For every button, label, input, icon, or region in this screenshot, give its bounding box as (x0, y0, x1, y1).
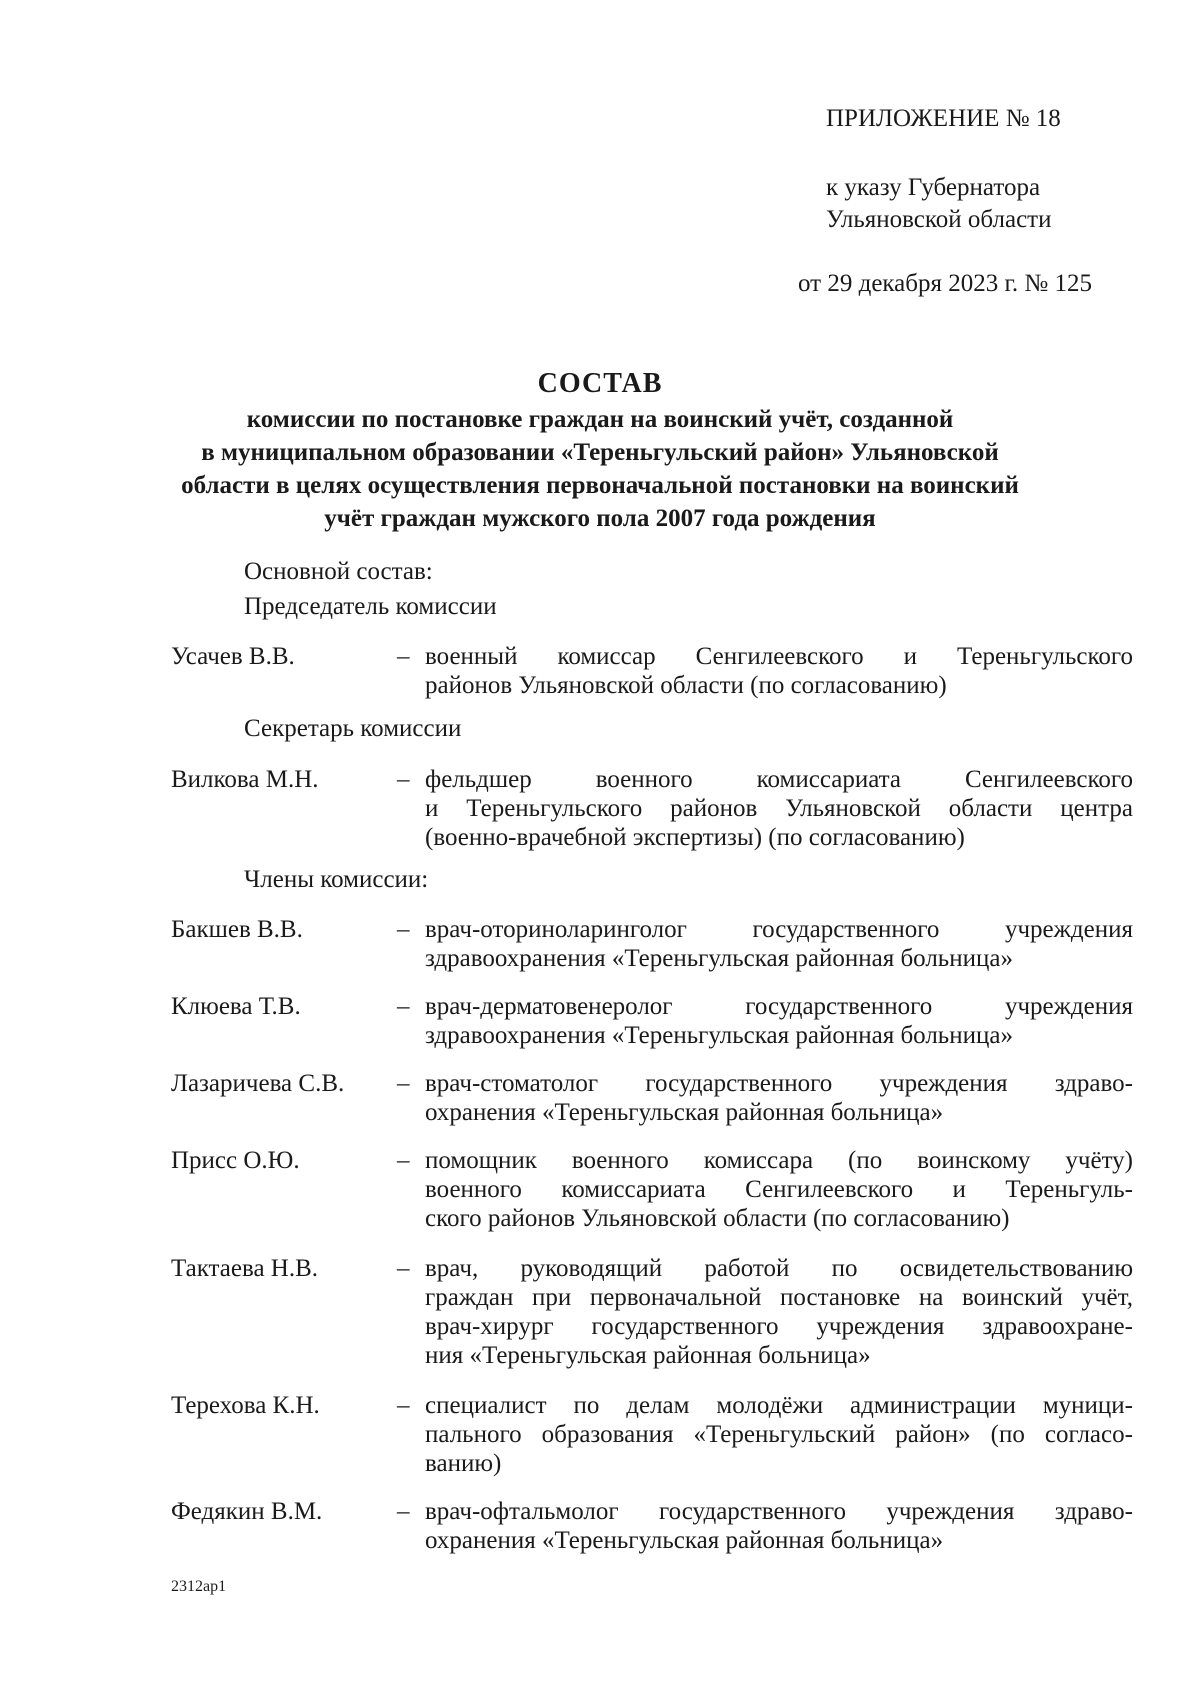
role-word: учреждения (879, 1070, 1008, 1097)
role-line (425, 1069, 1133, 1098)
role-line (425, 1420, 1133, 1449)
role-word: врач-хирург (425, 1313, 554, 1340)
member-role (425, 642, 1133, 700)
role-word: район» (895, 1421, 971, 1448)
role-line: здравоохранения «Тереньгульская районная больница» (425, 945, 1013, 972)
member-name: Присс О.Ю. (171, 1147, 300, 1174)
member-role (425, 915, 1133, 973)
member-role (425, 1069, 1133, 1127)
role-word: руководящий (520, 1255, 663, 1282)
role-word: врач-стоматолог (425, 1070, 599, 1097)
role-word: Тереньгульского (957, 643, 1133, 670)
role-word: врач-офтальмолог (425, 1498, 619, 1525)
document-code: 2312ap1 (171, 1578, 227, 1595)
role-word: учреждения (816, 1313, 945, 1340)
section-main-composition: Основной состав: (244, 558, 433, 585)
role-word: постановке (780, 1284, 901, 1311)
role-word: государственного (659, 1498, 846, 1525)
role-word: комиссариата (756, 766, 901, 793)
role-word: специалист (425, 1392, 547, 1419)
role-word: и (425, 795, 439, 822)
role-line (425, 992, 1133, 1021)
role-line: районов Ульяновской области (по согласованию) (425, 672, 947, 699)
role-word: по (831, 1255, 858, 1282)
member-dash: – (397, 916, 410, 943)
role-line (425, 765, 1133, 794)
role-word: фельдшер (425, 766, 532, 793)
title-line: комиссии по постановке граждан на воинский учёт, созданной (246, 406, 954, 433)
role-line (425, 794, 1133, 823)
member-dash: – (397, 1498, 410, 1525)
role-word: согласо- (1044, 1421, 1133, 1448)
role-word: и (952, 1176, 966, 1203)
role-word: (по (990, 1421, 1025, 1448)
member-dash: – (397, 1070, 410, 1097)
role-word: Тереньгуль- (1005, 1176, 1133, 1203)
role-line (425, 1175, 1133, 1204)
role-word: военного (425, 1176, 522, 1203)
title-line: в муниципальном образовании «Тереньгульский район» Ульяновской (201, 439, 999, 466)
role-line (425, 1146, 1133, 1175)
role-word: молодёжи (716, 1392, 824, 1419)
member-dash: – (397, 1147, 410, 1174)
member-name: Бакшев В.В. (171, 916, 303, 943)
role-word: области (948, 795, 1033, 822)
role-word: комиссар (557, 643, 656, 670)
member-role (425, 1497, 1133, 1555)
role-word: учреждения (1004, 993, 1133, 1020)
member-role (425, 1391, 1133, 1478)
role-word: граждан (425, 1284, 514, 1311)
role-word: воинский (961, 1284, 1063, 1311)
role-line (425, 642, 1133, 671)
title-line: учёт граждан мужского пола 2007 года рождения (324, 505, 876, 532)
section-secretary: Секретарь комиссии (244, 715, 462, 742)
appendix-number: ПРИЛОЖЕНИЕ № 18 (826, 105, 1061, 132)
member-dash: – (397, 643, 410, 670)
member-name: Вилкова М.Н. (171, 766, 319, 793)
role-word: работой (704, 1255, 790, 1282)
role-word: военный (425, 643, 518, 670)
role-word: образования (541, 1421, 674, 1448)
role-word: освидетельствованию (899, 1255, 1133, 1282)
role-word: Ульяновской (785, 795, 921, 822)
member-dash: – (397, 766, 410, 793)
role-word: учреждения (886, 1498, 1015, 1525)
role-word: (по (848, 1147, 883, 1174)
role-word: здравоохране- (982, 1313, 1133, 1340)
role-word: учреждения (1004, 916, 1133, 943)
role-word: здраво- (1054, 1070, 1133, 1097)
title-line: области в целях осуществления первоначальной постановки на воинский (181, 472, 1019, 499)
member-name: Федякин В.М. (171, 1498, 323, 1525)
member-role (425, 1254, 1133, 1370)
role-word: государственного (591, 1313, 779, 1340)
role-line (425, 915, 1133, 944)
role-line (425, 1312, 1133, 1341)
role-word: учёт, (1081, 1284, 1133, 1311)
role-word: Тереньгульского (466, 795, 643, 822)
role-word: пального (425, 1421, 522, 1448)
role-word: здраво- (1054, 1498, 1133, 1525)
member-name: Клюева Т.В. (171, 993, 301, 1020)
member-dash: – (397, 1255, 410, 1282)
member-role (425, 992, 1133, 1050)
role-line: охранения «Тереньгульская районная больница» (425, 1527, 944, 1554)
role-word: помощник (425, 1147, 537, 1174)
role-line: ния «Тереньгульская районная больница» (425, 1342, 871, 1369)
role-line: охранения «Тереньгульская районная больница» (425, 1099, 944, 1126)
title-main: СОСТАВ (537, 368, 663, 399)
role-line: (военно-врачебной экспертизы) (по согласованию) (425, 824, 965, 851)
section-members: Члены комиссии: (244, 866, 429, 893)
role-word: государственного (645, 1070, 833, 1097)
role-word: комиссариата (561, 1176, 706, 1203)
role-word: военного (571, 1147, 669, 1174)
role-word: комиссара (703, 1147, 814, 1174)
role-word: государственного (752, 916, 940, 943)
role-word: по (573, 1392, 600, 1419)
member-name: Лазаричева С.В. (171, 1070, 345, 1097)
member-dash: – (397, 1392, 410, 1419)
member-dash: – (397, 993, 410, 1020)
decree-reference (826, 172, 1051, 236)
section-chairman: Председатель комиссии (244, 593, 497, 620)
role-word: и (903, 643, 918, 670)
role-word: делам (626, 1392, 690, 1419)
role-line: ванию) (425, 1450, 502, 1477)
role-word: на (918, 1284, 944, 1311)
role-line (425, 1283, 1133, 1312)
decree-line-2: Ульяновской области (826, 206, 1052, 233)
role-word: администрации (850, 1392, 1016, 1419)
decree-date: от 29 декабря 2023 г. № 125 (798, 270, 1093, 297)
member-name: Усачев В.В. (171, 643, 295, 670)
role-word: Сенгилеевского (745, 1176, 914, 1203)
role-word: районов (670, 795, 758, 822)
decree-line-1: к указу Губернатора (826, 174, 1041, 201)
role-word: врач-дерматовенеролог (425, 993, 673, 1020)
role-word: врач, (425, 1255, 479, 1282)
role-word: врач-оториноларинголог (425, 916, 687, 943)
role-word: центра (1060, 795, 1133, 822)
role-line (425, 1391, 1133, 1420)
role-line: ского районов Ульяновской области (по согласованию) (425, 1205, 1010, 1232)
role-word: первоначальной (589, 1284, 762, 1311)
role-word: военного (595, 766, 693, 793)
member-role (425, 765, 1133, 852)
role-word: муници- (1042, 1392, 1133, 1419)
member-name: Терехова К.Н. (171, 1392, 320, 1419)
document-title (150, 367, 1050, 535)
member-role (425, 1146, 1133, 1233)
role-word: воинскому (917, 1147, 1031, 1174)
title-subtitle (150, 403, 1050, 535)
role-line: здравоохранения «Тереньгульская районная больница» (425, 1022, 1013, 1049)
role-line (425, 1497, 1133, 1526)
role-word: при (531, 1284, 572, 1311)
member-name: Тактаева Н.В. (171, 1255, 319, 1282)
role-word: Сенгилеевского (695, 643, 864, 670)
role-word: «Тереньгульский (693, 1421, 876, 1448)
role-word: Сенгилеевского (964, 766, 1133, 793)
role-line (425, 1254, 1133, 1283)
role-word: государственного (745, 993, 933, 1020)
role-word: учёту) (1065, 1147, 1133, 1174)
